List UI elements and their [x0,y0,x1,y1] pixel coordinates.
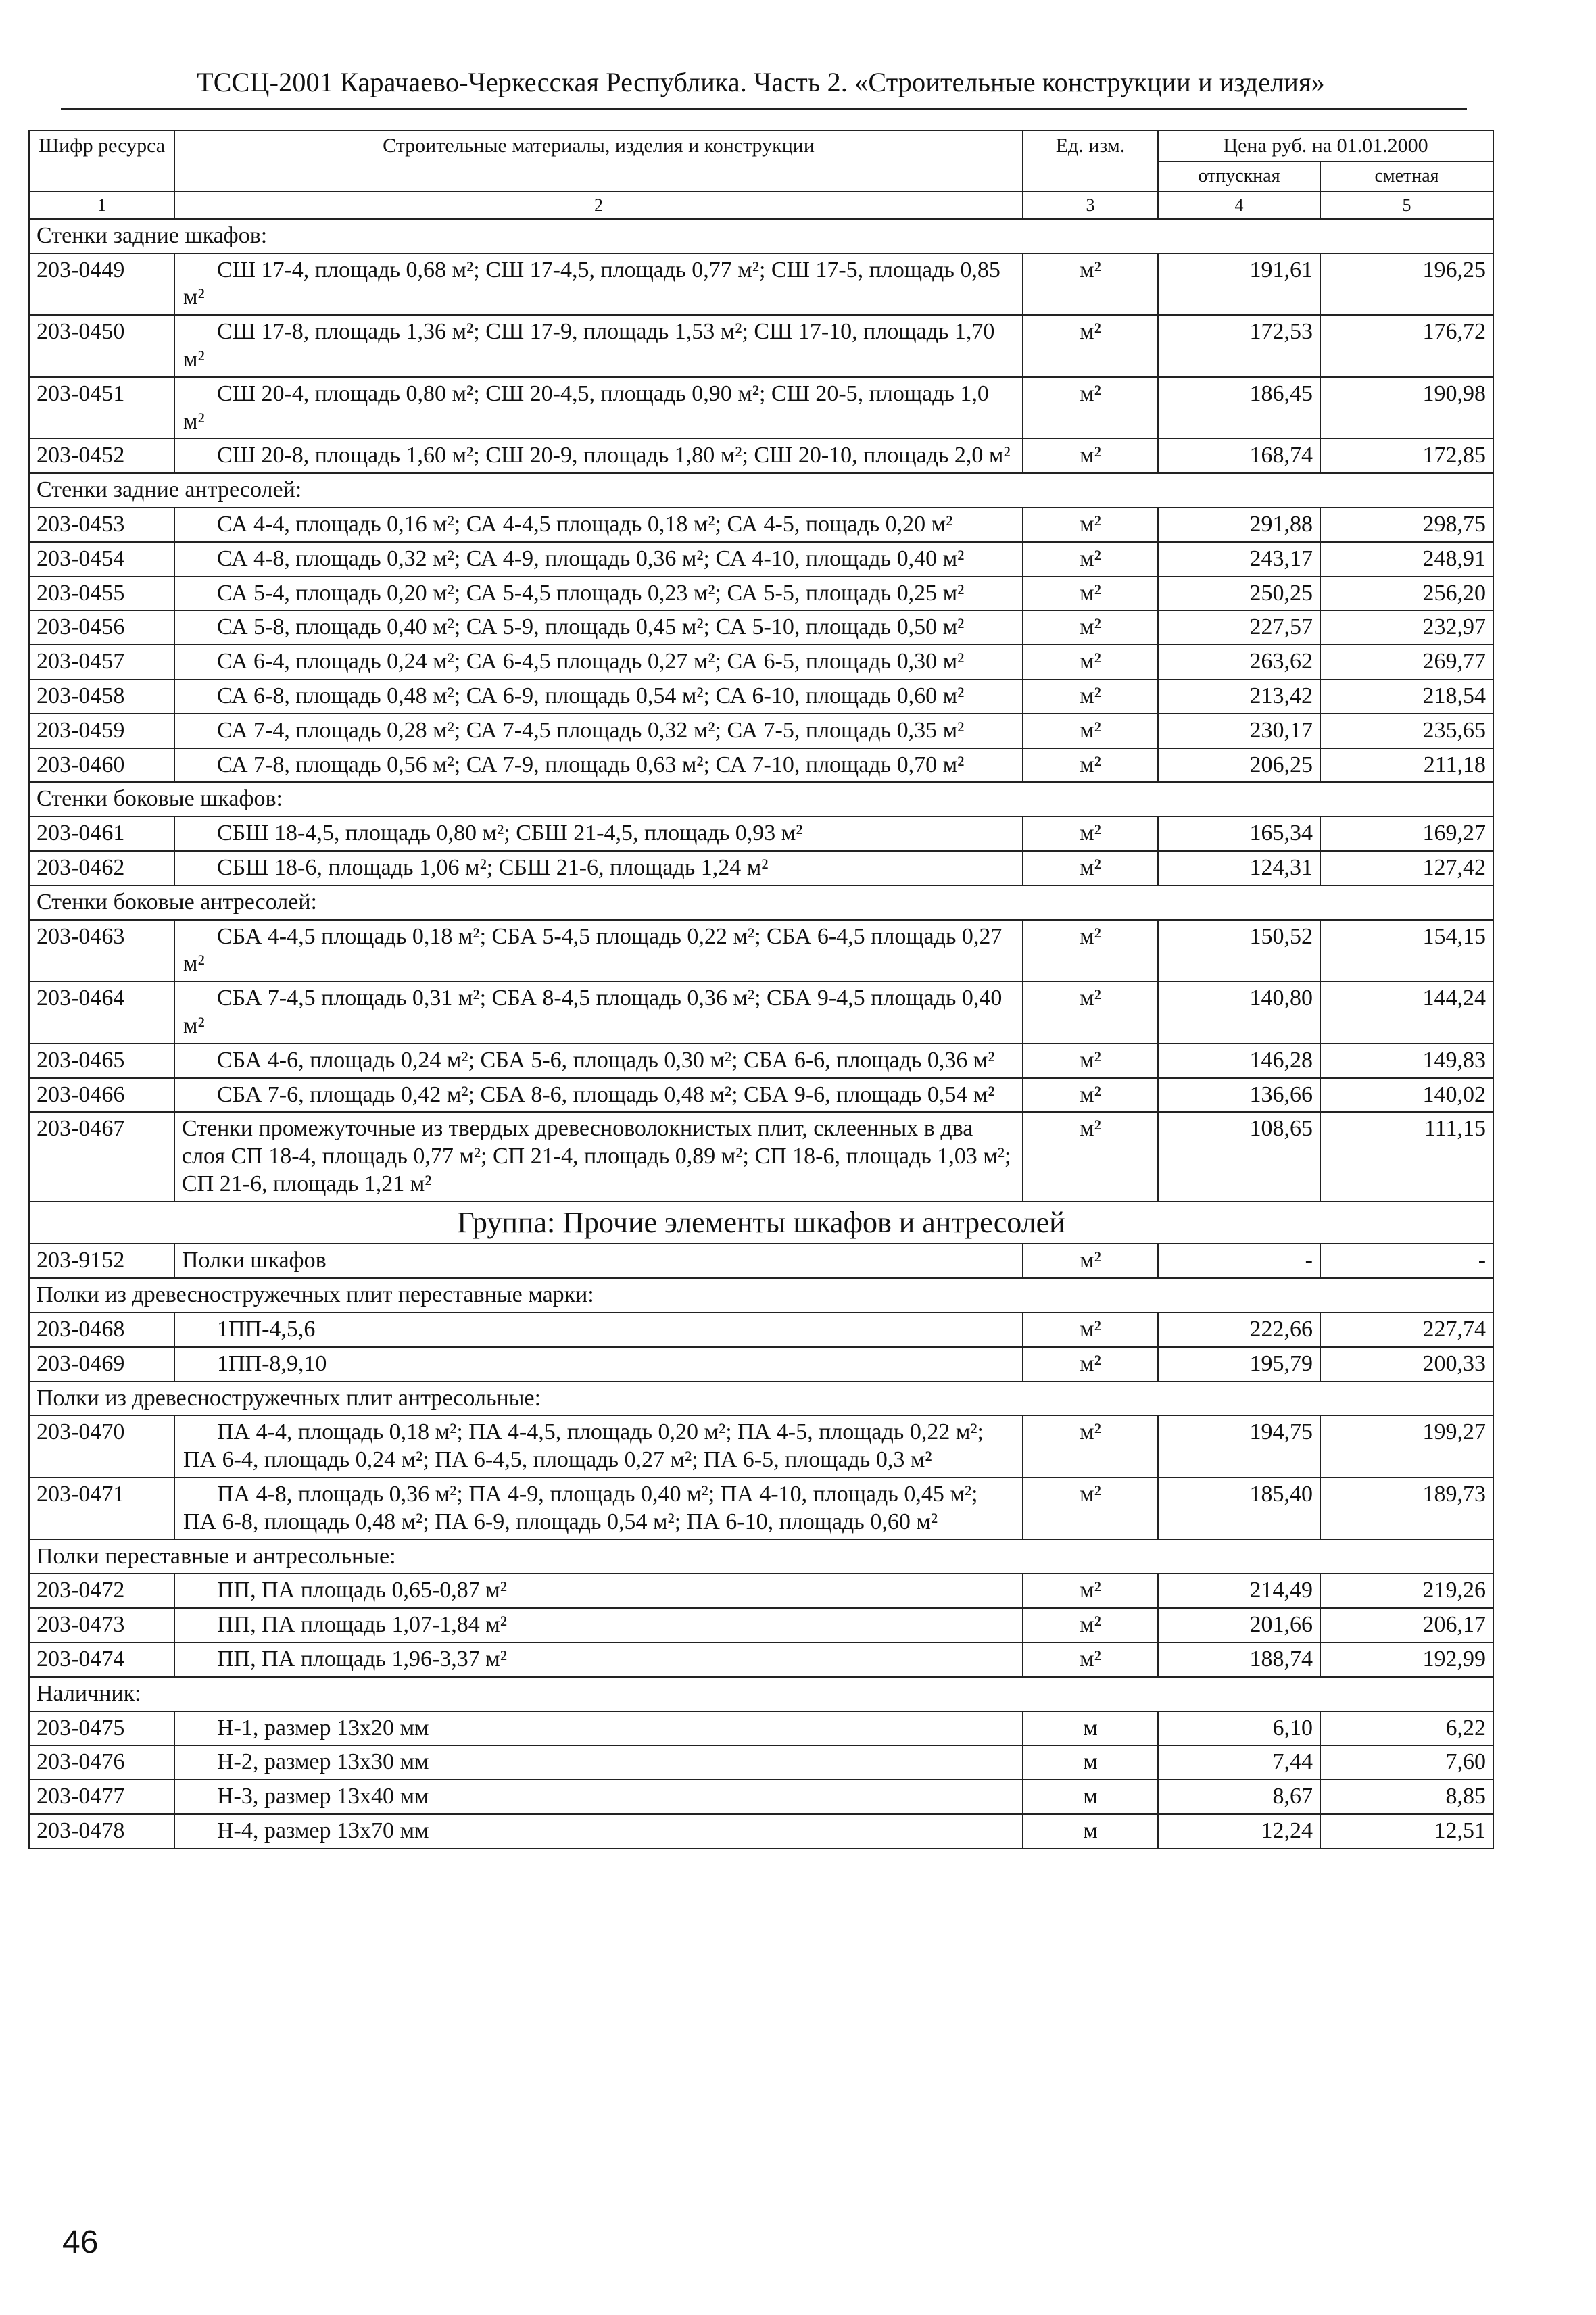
item-description: ПА 4-8, площадь 0,36 м²; ПА 4-9, площадь 0,40 м²; ПА 4-10, площадь 0,45 м²; ПА 6-8, площадь 0,48 м²; ПА 6-9, площадь 0,54 м²; ПА 6-10, площадь 0,60 м² [174,1478,1023,1540]
item-description: Н-3, размер 13х40 мм [174,1780,1023,1814]
price-release: 291,88 [1158,508,1320,542]
price-release: 136,66 [1158,1078,1320,1113]
price-release: 230,17 [1158,714,1320,748]
table-row [29,377,1493,439]
table-row [29,439,1493,473]
table-body [29,219,1493,1849]
price-estimate: 248,91 [1320,542,1493,577]
price-estimate: 298,75 [1320,508,1493,542]
price-estimate: 172,85 [1320,439,1493,473]
item-description: Н-2, размер 13х30 мм [174,1745,1023,1780]
table-head [29,130,1493,219]
price-release: 124,31 [1158,851,1320,885]
item-description: СА 5-8, площадь 0,40 м²; СА 5-9, площадь 0,45 м²; СА 5-10, площадь 0,50 м² [174,610,1023,645]
unit-of-measure: м [1023,1780,1158,1814]
price-estimate: 206,17 [1320,1608,1493,1642]
table-row [29,253,1493,316]
item-description: СБШ 18-6, площадь 1,06 м²; СБШ 21-6, площадь 1,24 м² [174,851,1023,885]
item-description: Н-4, размер 13х70 мм [174,1814,1023,1849]
resource-code: 203-0456 [29,610,174,645]
price-release: 250,25 [1158,577,1320,611]
unit-of-measure: м² [1023,1244,1158,1278]
table-row [29,610,1493,645]
resource-code: 203-0474 [29,1642,174,1677]
price-release: 146,28 [1158,1044,1320,1078]
unit-of-measure: м² [1023,920,1158,982]
table-row [29,508,1493,542]
table-row [29,1574,1493,1608]
column-number: 3 [1023,191,1158,219]
item-description: ПП, ПА площадь 0,65-0,87 м² [174,1574,1023,1608]
price-estimate: 196,25 [1320,253,1493,316]
price-estimate: 6,22 [1320,1711,1493,1746]
table-row [29,1608,1493,1642]
table-row [29,1112,1493,1201]
column-number: 5 [1320,191,1493,219]
table-row [29,817,1493,851]
unit-of-measure: м² [1023,1044,1158,1078]
resource-code: 203-0469 [29,1347,174,1382]
unit-of-measure: м² [1023,645,1158,679]
price-release: 6,10 [1158,1711,1320,1746]
price-estimate: 227,74 [1320,1313,1493,1347]
unit-of-measure: м² [1023,1112,1158,1201]
price-release: 12,24 [1158,1814,1320,1849]
table-row [29,1313,1493,1347]
unit-of-measure: м [1023,1711,1158,1746]
price-estimate: 12,51 [1320,1814,1493,1849]
price-estimate: - [1320,1244,1493,1278]
price-estimate: 144,24 [1320,981,1493,1044]
unit-of-measure: м² [1023,315,1158,377]
column-number: 1 [29,191,174,219]
resource-code: 203-0452 [29,439,174,473]
item-description: СБА 4-6, площадь 0,24 м²; СБА 5-6, площадь 0,30 м²; СБА 6-6, площадь 0,36 м² [174,1044,1023,1078]
item-description: СШ 20-8, площадь 1,60 м²; СШ 20-9, площадь 1,80 м²; СШ 20-10, площадь 2,0 м² [174,439,1023,473]
unit-of-measure: м² [1023,1478,1158,1540]
price-estimate: 190,98 [1320,377,1493,439]
resource-code: 203-0458 [29,679,174,714]
section-label: Стенки боковые антресолей: [29,885,1493,920]
table-row [29,748,1493,783]
resource-code: 203-0451 [29,377,174,439]
unit-of-measure: м² [1023,1078,1158,1113]
table-row [29,1044,1493,1078]
resource-code: 203-0468 [29,1313,174,1347]
page-header: ТССЦ-2001 Карачаево-Черкесская Республика. Часть 2. «Строительные конструкции и изделия» [197,67,1325,97]
price-release: 243,17 [1158,542,1320,577]
section-label: Стенки задние антресолей: [29,473,1493,508]
price-estimate: 211,18 [1320,748,1493,783]
price-release: 172,53 [1158,315,1320,377]
price-release: 168,74 [1158,439,1320,473]
price-release: 108,65 [1158,1112,1320,1201]
price-release: 201,66 [1158,1608,1320,1642]
unit-of-measure: м² [1023,1574,1158,1608]
item-description: СА 6-8, площадь 0,48 м²; СА 6-9, площадь 0,54 м²; СА 6-10, площадь 0,60 м² [174,679,1023,714]
price-estimate: 219,26 [1320,1574,1493,1608]
resource-code: 203-0473 [29,1608,174,1642]
header-rule [61,108,1467,110]
price-release: 191,61 [1158,253,1320,316]
price-release: 222,66 [1158,1313,1320,1347]
resource-code: 203-0460 [29,748,174,783]
table-row [29,1244,1493,1278]
head-unit: Ед. изм. [1023,130,1158,191]
price-estimate: 8,85 [1320,1780,1493,1814]
table-row [29,714,1493,748]
item-description: СШ 20-4, площадь 0,80 м²; СШ 20-4,5, площадь 0,90 м²; СШ 20-5, площадь 1,0 м² [174,377,1023,439]
unit-of-measure: м² [1023,679,1158,714]
item-description: СА 7-4, площадь 0,28 м²; СА 7-4,5 площадь 0,32 м²; СА 7-5, площадь 0,35 м² [174,714,1023,748]
price-table [28,130,1494,1849]
price-release: 185,40 [1158,1478,1320,1540]
table-row [29,1642,1493,1677]
unit-of-measure: м [1023,1745,1158,1780]
resource-code: 203-0454 [29,542,174,577]
page-number: 46 [62,2224,99,2260]
price-estimate: 200,33 [1320,1347,1493,1382]
unit-of-measure: м² [1023,1313,1158,1347]
unit-of-measure: м² [1023,542,1158,577]
price-release: - [1158,1244,1320,1278]
item-description: СА 4-8, площадь 0,32 м²; СА 4-9, площадь 0,36 м²; СА 4-10, площадь 0,40 м² [174,542,1023,577]
unit-of-measure: м² [1023,1608,1158,1642]
resource-code: 203-0464 [29,981,174,1044]
resource-code: 203-0466 [29,1078,174,1113]
item-description: Стенки промежуточные из твердых древесноволокнистых плит, склеенных в два слоя СП 18-4, площадь 0,77 м²; СП 21-4, площадь 0,89 м²; СП 18-6, площадь 1,03 м²; СП 21-6, площадь 1,21 м² [174,1112,1023,1201]
price-estimate: 192,99 [1320,1642,1493,1677]
item-description: СА 7-8, площадь 0,56 м²; СА 7-9, площадь 0,63 м²; СА 7-10, площадь 0,70 м² [174,748,1023,783]
unit-of-measure: м² [1023,1415,1158,1478]
table-row [29,1745,1493,1780]
table-row [29,1078,1493,1113]
unit-of-measure: м² [1023,610,1158,645]
unit-of-measure: м² [1023,714,1158,748]
item-description: СБА 7-6, площадь 0,42 м²; СБА 8-6, площадь 0,48 м²; СБА 9-6, площадь 0,54 м² [174,1078,1023,1113]
table-row [29,577,1493,611]
price-estimate: 232,97 [1320,610,1493,645]
resource-code: 203-0472 [29,1574,174,1608]
item-description: СА 6-4, площадь 0,24 м²; СА 6-4,5 площадь 0,27 м²; СА 6-5, площадь 0,30 м² [174,645,1023,679]
unit-of-measure: м² [1023,981,1158,1044]
resource-code: 203-0453 [29,508,174,542]
section-row [29,1540,1493,1574]
price-release: 186,45 [1158,377,1320,439]
table-row [29,1814,1493,1849]
unit-of-measure: м² [1023,817,1158,851]
price-release: 206,25 [1158,748,1320,783]
price-estimate: 7,60 [1320,1745,1493,1780]
table-row [29,645,1493,679]
resource-code: 203-0450 [29,315,174,377]
resource-code: 203-9152 [29,1244,174,1278]
price-estimate: 149,83 [1320,1044,1493,1078]
item-description: 1ПП-4,5,6 [174,1313,1023,1347]
resource-code: 203-0478 [29,1814,174,1849]
unit-of-measure: м² [1023,851,1158,885]
table-row [29,1478,1493,1540]
resource-code: 203-0459 [29,714,174,748]
price-estimate: 176,72 [1320,315,1493,377]
item-description: Н-1, размер 13х20 мм [174,1711,1023,1746]
item-description: СБШ 18-4,5, площадь 0,80 м²; СБШ 21-4,5, площадь 0,93 м² [174,817,1023,851]
item-description: СБА 4-4,5 площадь 0,18 м²; СБА 5-4,5 площадь 0,22 м²; СБА 6-4,5 площадь 0,27 м² [174,920,1023,982]
table-row [29,981,1493,1044]
item-description: СБА 7-4,5 площадь 0,31 м²; СБА 8-4,5 площадь 0,36 м²; СБА 9-4,5 площадь 0,40 м² [174,981,1023,1044]
price-release: 263,62 [1158,645,1320,679]
section-row [29,782,1493,817]
price-sheet [28,130,1493,1849]
head-code: Шифр ресурса [29,130,174,191]
table-row [29,920,1493,982]
item-description: СА 4-4, площадь 0,16 м²; СА 4-4,5 площадь 0,18 м²; СА 4-5, пощадь 0,20 м² [174,508,1023,542]
resource-code: 203-0467 [29,1112,174,1201]
price-release: 194,75 [1158,1415,1320,1478]
price-release: 214,49 [1158,1574,1320,1608]
unit-of-measure: м² [1023,577,1158,611]
head-description: Строительные материалы, изделия и конструкции [174,130,1023,191]
table-row [29,542,1493,577]
table-row [29,679,1493,714]
table-row [29,851,1493,885]
price-estimate: 235,65 [1320,714,1493,748]
price-estimate: 127,42 [1320,851,1493,885]
column-number: 2 [174,191,1023,219]
price-estimate: 111,15 [1320,1112,1493,1201]
group-title: Группа: Прочие элементы шкафов и антресолей [29,1202,1493,1244]
section-row [29,1382,1493,1416]
table-row [29,1711,1493,1746]
price-release: 188,74 [1158,1642,1320,1677]
unit-of-measure: м² [1023,439,1158,473]
head-price-estimate: сметная [1320,162,1493,191]
price-release: 213,42 [1158,679,1320,714]
price-estimate: 256,20 [1320,577,1493,611]
item-description: ПП, ПА площадь 1,07-1,84 м² [174,1608,1023,1642]
unit-of-measure: м² [1023,508,1158,542]
section-label: Полки из древесностружечных плит переставные марки: [29,1278,1493,1313]
resource-code: 203-0455 [29,577,174,611]
price-estimate: 154,15 [1320,920,1493,982]
table-row [29,1347,1493,1382]
price-release: 140,80 [1158,981,1320,1044]
section-label: Полки переставные и антресольные: [29,1540,1493,1574]
group-row [29,1202,1493,1244]
table-row [29,1780,1493,1814]
resource-code: 203-0465 [29,1044,174,1078]
item-description: ПП, ПА площадь 1,96-3,37 м² [174,1642,1023,1677]
price-estimate: 169,27 [1320,817,1493,851]
price-estimate: 269,77 [1320,645,1493,679]
section-label: Наличник: [29,1677,1493,1711]
section-label: Стенки боковые шкафов: [29,782,1493,817]
resource-code: 203-0475 [29,1711,174,1746]
unit-of-measure: м² [1023,377,1158,439]
head-price: Цена руб. на 01.01.2000 [1158,130,1493,162]
unit-of-measure: м² [1023,253,1158,316]
resource-code: 203-0476 [29,1745,174,1780]
column-number-row [29,191,1493,219]
section-row [29,219,1493,253]
table-row [29,1415,1493,1478]
price-estimate: 140,02 [1320,1078,1493,1113]
item-description: Полки шкафов [174,1244,1023,1278]
section-row [29,885,1493,920]
resource-code: 203-0462 [29,851,174,885]
section-row [29,1677,1493,1711]
table-row [29,315,1493,377]
resource-code: 203-0457 [29,645,174,679]
resource-code: 203-0461 [29,817,174,851]
price-release: 7,44 [1158,1745,1320,1780]
section-row [29,473,1493,508]
price-release: 165,34 [1158,817,1320,851]
resource-code: 203-0471 [29,1478,174,1540]
section-label: Стенки задние шкафов: [29,219,1493,253]
item-description: СШ 17-4, площадь 0,68 м²; СШ 17-4,5, площадь 0,77 м²; СШ 17-5, площадь 0,85 м² [174,253,1023,316]
item-description: ПА 4-4, площадь 0,18 м²; ПА 4-4,5, площадь 0,20 м²; ПА 4-5, площадь 0,22 м²; ПА 6-4, площадь 0,24 м²; ПА 6-4,5, площадь 0,27 м²; ПА 6-5, площадь 0,3 м² [174,1415,1023,1478]
price-release: 195,79 [1158,1347,1320,1382]
price-release: 150,52 [1158,920,1320,982]
price-estimate: 218,54 [1320,679,1493,714]
unit-of-measure: м² [1023,748,1158,783]
head-price-release: отпускная [1158,162,1320,191]
resource-code: 203-0470 [29,1415,174,1478]
resource-code: 203-0477 [29,1780,174,1814]
column-number: 4 [1158,191,1320,219]
price-estimate: 199,27 [1320,1415,1493,1478]
section-row [29,1278,1493,1313]
unit-of-measure: м [1023,1814,1158,1849]
unit-of-measure: м² [1023,1642,1158,1677]
unit-of-measure: м² [1023,1347,1158,1382]
resource-code: 203-0449 [29,253,174,316]
price-release: 8,67 [1158,1780,1320,1814]
section-label: Полки из древесностружечных плит антресольные: [29,1382,1493,1416]
price-release: 227,57 [1158,610,1320,645]
item-description: 1ПП-8,9,10 [174,1347,1023,1382]
resource-code: 203-0463 [29,920,174,982]
item-description: СШ 17-8, площадь 1,36 м²; СШ 17-9, площадь 1,53 м²; СШ 17-10, площадь 1,70 м² [174,315,1023,377]
price-estimate: 189,73 [1320,1478,1493,1540]
item-description: СА 5-4, площадь 0,20 м²; СА 5-4,5 площадь 0,23 м²; СА 5-5, площадь 0,25 м² [174,577,1023,611]
